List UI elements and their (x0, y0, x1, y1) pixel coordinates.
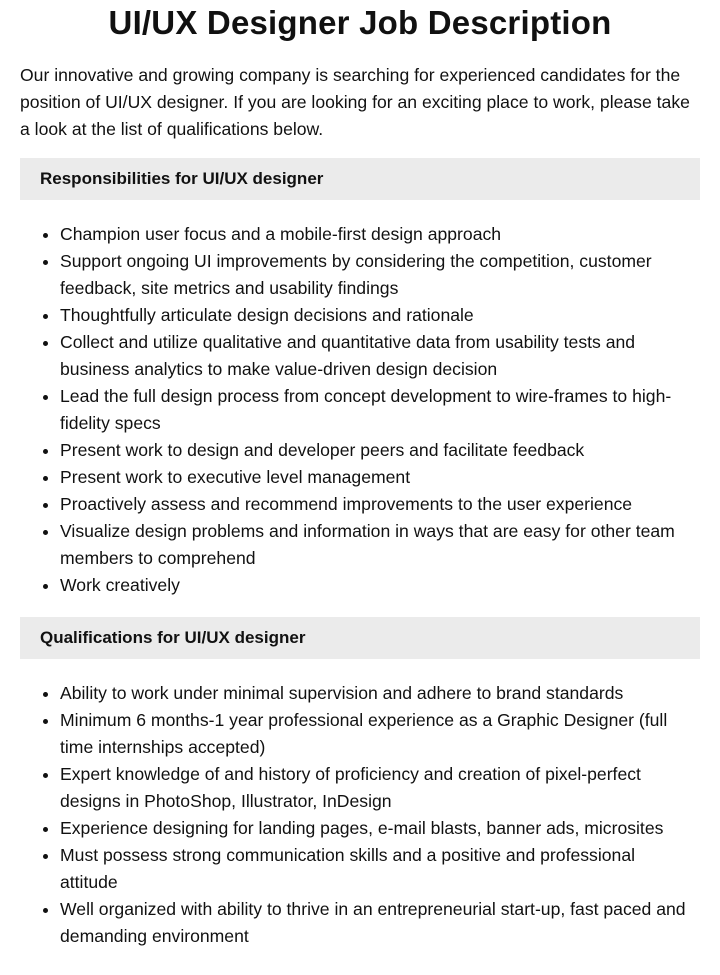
list-item: • Present work to executive level management (60, 464, 700, 491)
list-item: • Collect and utilize qualitative and quantitative data from usability tests and business analytics to make value-driven design decision (60, 329, 700, 383)
list-item: • Well organized with ability to thrive in an entrepreneurial start-up, fast paced and demanding environment (60, 896, 700, 950)
list-item: • Support ongoing UI improvements by considering the competition, customer feedback, site metrics and usability findings (60, 248, 700, 302)
list-item: • Visualize design problems and information in ways that are easy for other team members to comprehend (60, 518, 700, 572)
list-item: • Work creatively (60, 572, 700, 599)
list-item: • Experience designing for landing pages, e-mail blasts, banner ads, microsites (60, 815, 700, 842)
list-item: • Must possess strong communication skills and a positive and professional attitude (60, 842, 700, 896)
list-item: • Present work to design and developer peers and facilitate feedback (60, 437, 700, 464)
list-item: • Ability to work under minimal supervision and adhere to brand standards (60, 680, 700, 707)
responsibilities-heading: Responsibilities for UI/UX designer (20, 158, 700, 200)
list-item: • Thoughtfully articulate design decisions and rationale (60, 302, 700, 329)
list-item: • Champion user focus and a mobile-first design approach (60, 221, 700, 248)
qualifications-heading: Qualifications for UI/UX designer (20, 617, 700, 659)
page-title: UI/UX Designer Job Description (108, 4, 612, 41)
list-item: • Proactively assess and recommend improvements to the user experience (60, 491, 700, 518)
qualifications-list (20, 680, 700, 950)
list-item: • Expert knowledge of and history of proficiency and creation of pixel-perfect designs in PhotoShop, Illustrator, InDesign (60, 761, 700, 815)
list-item: • Minimum 6 months-1 year professional experience as a Graphic Designer (full time internships accepted) (60, 707, 700, 761)
responsibilities-list (20, 221, 700, 599)
list-item: • Lead the full design process from concept development to wire-frames to high-fidelity specs (60, 383, 700, 437)
intro-paragraph: Our innovative and growing company is searching for experienced candidates for the position of UI/UX designer. If you are looking for an exciting place to work, please take a look at the list of qualifications below. (20, 65, 690, 139)
